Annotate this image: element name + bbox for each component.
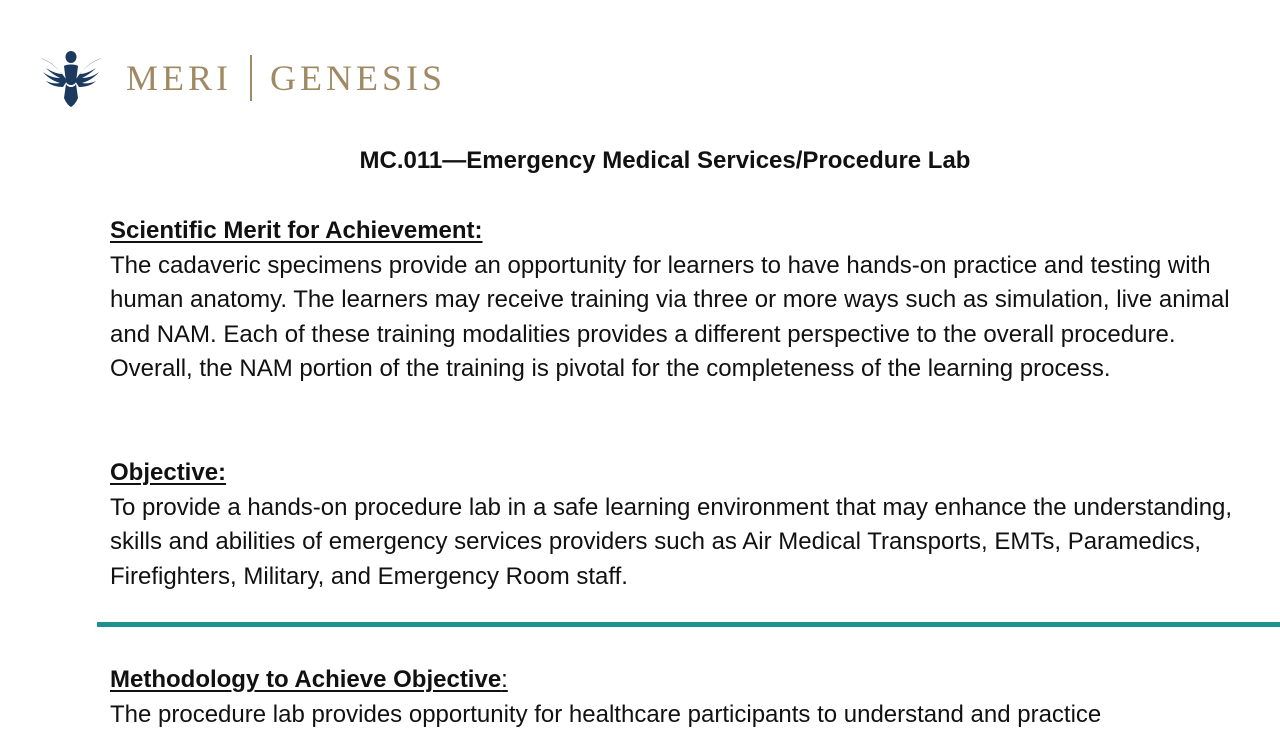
brand-word-genesis: GENESIS [270,58,447,98]
winged-figure-icon [38,48,104,108]
section-body: The procedure lab provides opportunity for healthcare participants to understand and practice [110,700,1102,728]
section-body: The cadaveric specimens provide an opportunity for learners to have hands-on practice and testing with human anatomy. The learners may receive training via three or more ways such as simulation, live animal and NAM. Each of these training modalities provides a different perspective to the overall procedure. Overall, the NAM portion of the training is pivotal for the completeness of the learning process. [110,251,1230,382]
section-divider [97,622,1280,627]
section-heading: Scientific Merit for Achievement: [110,217,483,244]
document-title: MC.011—Emergency Medical Services/Procedure Lab [359,147,971,174]
brand-logo [38,48,446,108]
brand-wordmark [126,55,446,101]
brand-word-meri: MERI [126,58,232,98]
section-objective [110,456,1250,594]
section-body: To provide a hands-on procedure lab in a safe learning environment that may enhance the understanding, skills and abilities of emergency services providers such as Air Medical Transports, EMTs, Paramedics, Firefighters, Military, and Emergency Room staff. [110,493,1233,590]
section-heading: Objective: [110,459,227,486]
brand-separator [250,55,252,101]
section-methodology [110,663,1250,732]
section-heading-text: Methodology to Achieve Objective [110,666,502,693]
section-heading-colon: : [501,666,508,693]
section-heading [110,663,1250,698]
section-scientific-merit [110,214,1250,387]
